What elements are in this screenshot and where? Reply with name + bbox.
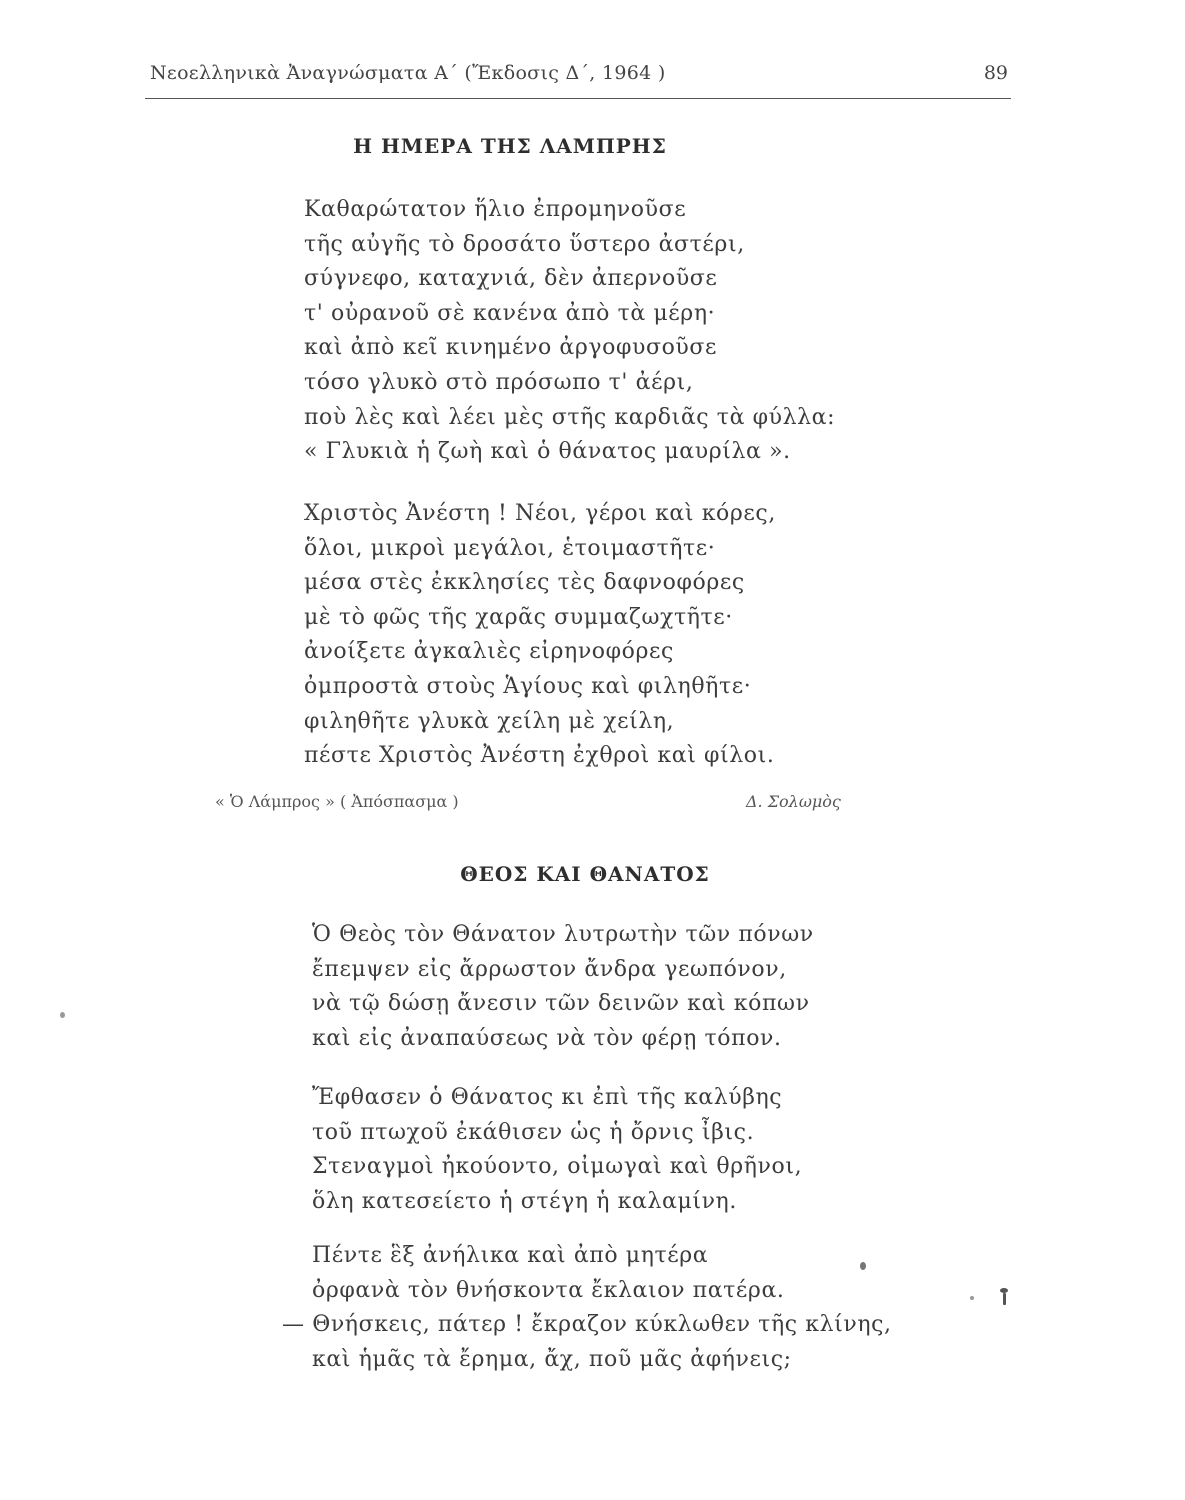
verse-line: τῆς αὐγῆς τὸ δροσάτο ὕστερο ἀστέρι,	[304, 231, 745, 257]
verse-line: Πέντε ἓξ ἀνήλικα καὶ ἀπὸ μητέρα	[312, 1243, 709, 1268]
verse-line: Ἔφθασεν ὁ Θάνατος κι ἐπὶ τῆς καλύβης	[312, 1085, 783, 1110]
verse-line: φιληθῆτε γλυκὰ χείλη μὲ χείλη,	[304, 708, 675, 734]
verse-line: ἔπεμψεν εἰς ἄρρωστον ἄνδρα γεωπόνον,	[312, 956, 787, 982]
scan-speck	[1003, 1293, 1006, 1305]
verse-line: σύγνεφο, καταχνιά, δὲν ἀπερνοῦσε	[304, 266, 718, 292]
verse-line: ὀρφανὰ τὸν θνήσκοντα ἔκλαιον πατέρα.	[312, 1277, 785, 1303]
poem-author: Δ. Σολωμὸς	[746, 792, 841, 811]
verse-line: ἀνοίξετε ἀγκαλιὲς εἰρηνοφόρες	[304, 639, 674, 665]
header-title: Νεοελληνικὰ Ἀναγνώσματα Α΄ (Ἔκδοσις Δ΄, 1964 )	[150, 62, 666, 84]
verse-line: — Θνήσκεις, πάτερ ! ἔκραζον κύκλωθεν τῆς κλίνης,	[282, 1312, 892, 1338]
scan-speck	[60, 1012, 65, 1018]
page-number: 89	[983, 62, 1008, 84]
poem-stanza	[312, 1081, 802, 1219]
verse-line: Στεναγμοὶ ἠκούοντο, οἰμωγαὶ καὶ θρῆνοι,	[312, 1154, 803, 1180]
verse-line: καὶ εἰς ἀναπαύσεως νὰ τὸν φέρῃ τόπον.	[312, 1025, 782, 1051]
verse-line: Ὁ Θεὸς τὸν Θάνατον λυτρωτὴν τῶν πόνων	[312, 922, 814, 947]
verse-line: ὅλοι, μικροὶ μεγάλοι, ἑτοιμαστῆτε·	[304, 535, 716, 561]
running-header	[150, 62, 1008, 92]
verse-line: μὲ τὸ φῶς τῆς χαρᾶς συμμαζωχτῆτε·	[304, 604, 733, 630]
poem-stanza	[312, 918, 814, 1056]
poem-title: Η ΗΜΕΡΑ ΤΗΣ ΛΑΜΠΡΗΣ	[353, 134, 667, 158]
poem-source: « Ὁ Λάμπρος » ( Ἀπόσπασμα )	[215, 792, 459, 811]
verse-line: τ' οὐρανοῦ σὲ κανένα ἀπὸ τὰ μέρη·	[304, 300, 716, 326]
verse-line: καὶ ἀπὸ κεῖ κινημένο ἀργοφυσοῦσε	[304, 335, 717, 361]
verse-line: Καθαρώτατον ἥλιο ἐπρομηνοῦσε	[304, 197, 687, 222]
poem-stanza	[304, 497, 776, 774]
scan-speck	[860, 1262, 866, 1270]
verse-line: νὰ τῷ δώσῃ ἄνεσιν τῶν δεινῶν καὶ κόπων	[312, 991, 810, 1017]
verse-line: τοῦ πτωχοῦ ἐκάθισεν ὡς ἡ ὄρνις ἶβις.	[312, 1119, 755, 1145]
poem-title: ΘΕΟΣ ΚΑΙ ΘΑΝΑΤΟΣ	[460, 862, 710, 886]
header-rule	[145, 98, 1011, 99]
verse-line: μέσα στὲς ἐκκλησίες τὲς δαφνοφόρες	[304, 570, 745, 596]
verse-line: καὶ ἡμᾶς τὰ ἔρημα, ἄχ, ποῦ μᾶς ἀφήνεις;	[312, 1346, 792, 1372]
verse-line: ὀμπροστὰ στοὺς Ἁγίους καὶ φιληθῆτε·	[304, 673, 752, 699]
verse-line: τόσο γλυκὸ στὸ πρόσωπο τ' ἀέρι,	[304, 369, 694, 395]
verse-line: πέστε Χριστὸς Ἀνέστη ἐχθροὶ καὶ φίλοι.	[304, 743, 775, 769]
scan-speck	[970, 1296, 974, 1300]
verse-line: « Γλυκιὰ ἡ ζωὴ καὶ ὁ θάνατος μαυρίλα ».	[304, 439, 791, 465]
verse-line: Χριστὸς Ἀνέστη ! Νέοι, γέροι καὶ κόρες,	[304, 501, 776, 526]
poem-stanza	[304, 193, 835, 470]
verse-line: ὅλη κατεσείετο ἡ στέγη ἡ καλαμίνη.	[312, 1188, 737, 1214]
verse-line: ποὺ λὲς καὶ λέει μὲς στῆς καρδιᾶς τὰ φύλλα:	[304, 404, 836, 430]
poem-stanza	[282, 1239, 892, 1377]
